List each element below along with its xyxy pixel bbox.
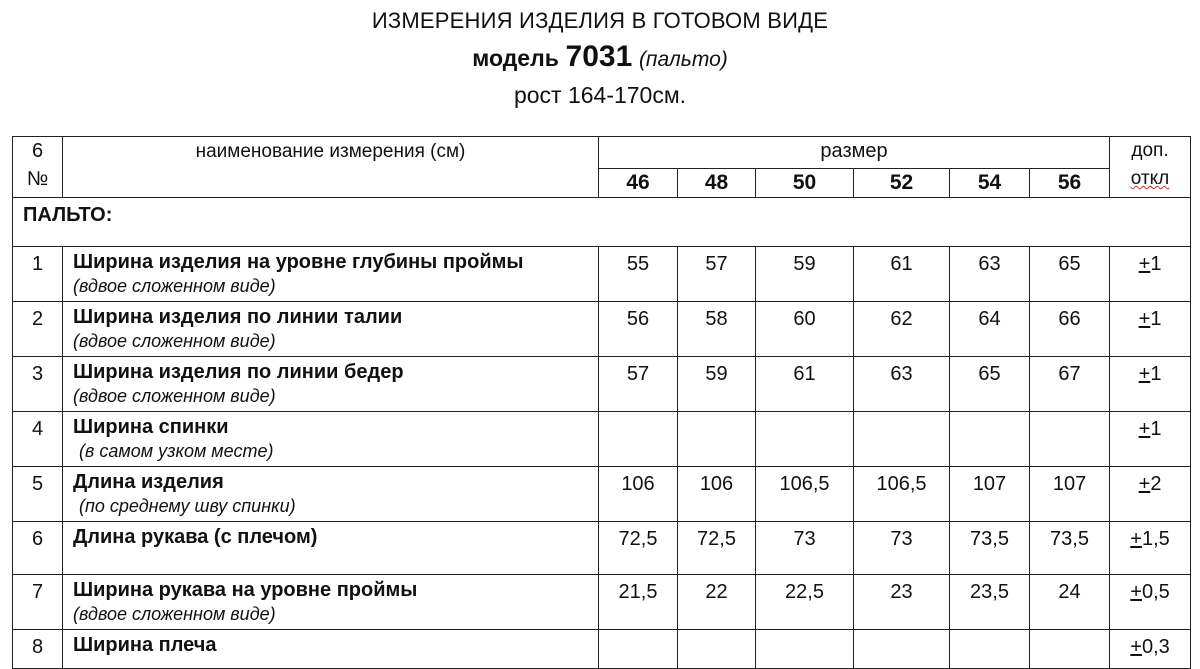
measurement-value	[756, 630, 853, 636]
value-cell-size-56	[1030, 467, 1110, 522]
value-cell-size-48	[678, 302, 756, 357]
model-line	[0, 40, 1200, 74]
table-row	[13, 357, 1191, 412]
value-cell-size-52	[854, 630, 950, 669]
measurement-name-cell	[63, 575, 599, 630]
section-row	[13, 198, 1191, 247]
header-size-cell: размер	[599, 137, 1110, 169]
header-row	[13, 137, 1191, 169]
tolerance-cell	[1110, 357, 1191, 412]
measurement-value: 56	[626, 308, 650, 330]
measurement-value: 73,5	[970, 528, 1009, 550]
tolerance-cell	[1110, 412, 1191, 467]
row-number-cell	[13, 522, 63, 575]
row-number: 5	[31, 473, 44, 495]
row-number: 1	[31, 253, 44, 275]
row-number-cell	[13, 247, 63, 302]
measurement-value: 61	[793, 363, 816, 385]
tolerance-value	[1110, 247, 1190, 276]
measurement-value: 106	[699, 473, 734, 495]
value-cell-size-46	[599, 467, 678, 522]
table-row	[13, 575, 1191, 630]
measurement-value: 61	[890, 253, 913, 275]
measurement-name: Ширина изделия по линии бедер	[73, 361, 404, 383]
value-cell-size-52	[854, 467, 950, 522]
tolerance-cell	[1110, 522, 1191, 575]
value-cell-size-50	[756, 522, 854, 575]
value-cell-size-46	[599, 412, 678, 467]
header-no-top: 6	[31, 140, 44, 162]
tolerance-number: 1	[1150, 363, 1162, 385]
value-cell-size-56	[1030, 357, 1110, 412]
measurement-value: 73	[890, 528, 913, 550]
measurement-note: (вдвое сложенном виде)	[73, 604, 276, 624]
row-number: 7	[31, 581, 44, 603]
measurement-value	[950, 412, 1029, 418]
value-cell-size-48	[678, 412, 756, 467]
tolerance-cell	[1110, 630, 1191, 669]
measurement-name: Ширина изделия на уровне глубины проймы	[73, 251, 524, 273]
measurement-note: (по среднему шву спинки)	[79, 496, 296, 516]
size-48: 48	[678, 169, 756, 198]
measurement-value: 63	[890, 363, 913, 385]
value-cell-size-54	[950, 467, 1030, 522]
tolerance-number: 0,3	[1141, 636, 1170, 658]
measurement-note: (в самом узком месте)	[79, 441, 274, 461]
measurement-value: 106	[621, 473, 655, 495]
tolerance-cell	[1110, 575, 1191, 630]
measurement-name: Ширина рукава на уровне проймы	[73, 579, 418, 601]
measurement-value	[599, 412, 677, 418]
measurement-value: 107	[972, 473, 1007, 495]
value-cell-size-50	[756, 630, 854, 669]
value-cell-size-50	[756, 302, 854, 357]
measurement-value: 67	[1058, 363, 1081, 385]
measurement-note: (вдвое сложенном виде)	[73, 331, 276, 351]
measurement-value	[678, 630, 755, 636]
value-cell-size-52	[854, 412, 950, 467]
value-cell-size-48	[678, 575, 756, 630]
measurement-value: 65	[978, 363, 1001, 385]
size-56: 56	[1030, 169, 1110, 198]
value-cell-size-56	[1030, 522, 1110, 575]
value-cell-size-52	[854, 357, 950, 412]
value-cell-size-54	[950, 302, 1030, 357]
model-label: модель	[472, 45, 559, 71]
measurement-value	[854, 630, 949, 636]
value-cell-size-54	[950, 412, 1030, 467]
tolerance-value	[1110, 357, 1190, 386]
measurement-name-cell	[63, 630, 599, 669]
measurement-name: Длина изделия	[73, 471, 224, 493]
measurement-value: 63	[978, 253, 1001, 275]
measurement-value: 24	[1058, 581, 1081, 603]
header-tol-top: доп.	[1131, 140, 1169, 161]
plus-minus-sign: +	[1138, 308, 1151, 330]
header-name-cell: наименование измерения (см)	[63, 137, 599, 198]
value-cell-size-50	[756, 247, 854, 302]
measurement-value: 65	[1058, 253, 1081, 275]
measurements-table	[12, 136, 1191, 669]
tolerance-number: 0,5	[1141, 581, 1170, 603]
value-cell-size-46	[599, 247, 678, 302]
measurement-value	[599, 630, 677, 636]
row-number-cell	[13, 412, 63, 467]
measurement-name: Длина рукава (с плечом)	[73, 526, 318, 548]
measurement-value: 107	[1052, 473, 1087, 495]
table-row	[13, 630, 1191, 669]
row-number: 3	[31, 363, 44, 385]
measurement-name: Ширина изделия по линии талии	[73, 306, 403, 328]
measurement-value	[1030, 630, 1109, 636]
measurement-value	[950, 630, 1029, 636]
size-54: 54	[950, 169, 1030, 198]
tolerance-value	[1110, 522, 1190, 551]
measurement-note: (вдвое сложенном виде)	[73, 276, 276, 296]
measurement-name-cell	[63, 412, 599, 467]
value-cell-size-48	[678, 247, 756, 302]
value-cell-size-52	[854, 522, 950, 575]
row-number: 8	[31, 636, 44, 658]
value-cell-size-54	[950, 247, 1030, 302]
value-cell-size-54	[950, 575, 1030, 630]
value-cell-size-56	[1030, 575, 1110, 630]
table-row	[13, 522, 1191, 575]
value-cell-size-56	[1030, 630, 1110, 669]
value-cell-size-52	[854, 575, 950, 630]
header-no-bottom: №	[26, 168, 49, 190]
measurement-value: 22,5	[785, 581, 824, 603]
height-range: рост 164-170см.	[513, 82, 687, 108]
value-cell-size-48	[678, 522, 756, 575]
value-cell-size-56	[1030, 247, 1110, 302]
tolerance-number: 1	[1150, 308, 1162, 330]
value-cell-size-54	[950, 630, 1030, 669]
value-cell-size-52	[854, 302, 950, 357]
plus-minus-sign: +	[1138, 473, 1151, 495]
measurement-value: 72,5	[618, 528, 658, 550]
value-cell-size-46	[599, 575, 678, 630]
header-tolerance-cell	[1110, 137, 1191, 198]
measurement-value: 23,5	[970, 581, 1009, 603]
value-cell-size-50	[756, 575, 854, 630]
size-52: 52	[854, 169, 950, 198]
page-title: ИЗМЕРЕНИЯ ИЗДЕЛИЯ В ГОТОВОМ ВИДЕ	[371, 8, 829, 33]
measurement-value	[678, 412, 755, 418]
row-number-cell	[13, 467, 63, 522]
measurement-name: Ширина спинки	[73, 416, 229, 438]
row-number-cell	[13, 357, 63, 412]
measurement-value: 64	[978, 308, 1001, 330]
measurement-value: 57	[705, 253, 728, 275]
measurement-name: Ширина плеча	[73, 634, 217, 656]
value-cell-size-48	[678, 630, 756, 669]
measurement-name-cell	[63, 302, 599, 357]
measurement-name-cell	[63, 467, 599, 522]
tolerance-cell	[1110, 247, 1191, 302]
tolerance-number: 1	[1150, 418, 1162, 440]
size-50: 50	[756, 169, 854, 198]
value-cell-size-56	[1030, 302, 1110, 357]
measurement-value: 57	[626, 363, 650, 385]
value-cell-size-48	[678, 467, 756, 522]
value-cell-size-46	[599, 357, 678, 412]
measurement-value: 59	[705, 363, 728, 385]
tolerance-value	[1110, 575, 1190, 604]
measurement-value: 23	[890, 581, 913, 603]
tolerance-cell	[1110, 467, 1191, 522]
tolerance-value	[1110, 302, 1190, 331]
measurement-value: 106,5	[779, 473, 830, 495]
measurement-value	[756, 412, 853, 418]
tolerance-cell	[1110, 302, 1191, 357]
value-cell-size-52	[854, 247, 950, 302]
measurement-value: 59	[793, 253, 816, 275]
measurement-value: 60	[793, 308, 816, 330]
value-cell-size-50	[756, 467, 854, 522]
size-46: 46	[599, 169, 678, 198]
measurement-value: 73	[793, 528, 816, 550]
table-row	[13, 412, 1191, 467]
tolerance-value	[1110, 412, 1190, 441]
tolerance-value	[1110, 630, 1190, 659]
measurement-value: 62	[890, 308, 913, 330]
measurement-value: 55	[626, 253, 650, 275]
plus-minus-sign: +	[1138, 253, 1151, 275]
value-cell-size-46	[599, 522, 678, 575]
table-row	[13, 302, 1191, 357]
value-cell-size-48	[678, 357, 756, 412]
tolerance-value	[1110, 467, 1190, 496]
measurement-name-cell	[63, 357, 599, 412]
measurement-value: 58	[705, 308, 728, 330]
row-number-cell	[13, 302, 63, 357]
plus-minus-sign: +	[1130, 581, 1142, 603]
value-cell-size-46	[599, 630, 678, 669]
measurement-value: 21,5	[618, 581, 658, 603]
measurement-value: 73,5	[1050, 528, 1089, 550]
row-number: 2	[31, 308, 44, 330]
row-number: 6	[31, 528, 44, 550]
tolerance-number: 1	[1150, 253, 1162, 275]
header-no-cell	[13, 137, 63, 198]
measurement-note: (вдвое сложенном виде)	[73, 386, 276, 406]
measurement-rows	[13, 247, 1191, 669]
section-title: ПАЛЬТО:	[13, 198, 1191, 247]
value-cell-size-46	[599, 302, 678, 357]
measurement-value	[854, 412, 949, 418]
plus-minus-sign: +	[1138, 363, 1151, 385]
row-number-cell	[13, 575, 63, 630]
plus-minus-sign: +	[1138, 418, 1151, 440]
measurement-name-cell	[63, 522, 599, 575]
row-number: 4	[31, 418, 44, 440]
model-number: 7031	[565, 40, 633, 73]
value-cell-size-50	[756, 412, 854, 467]
measurement-value: 66	[1058, 308, 1081, 330]
header-tol-bottom: откл	[1130, 168, 1170, 189]
plus-minus-sign: +	[1130, 636, 1142, 658]
measurement-name-cell	[63, 247, 599, 302]
plus-minus-sign: +	[1130, 528, 1142, 550]
table-row	[13, 247, 1191, 302]
measurement-value	[1030, 412, 1109, 418]
value-cell-size-56	[1030, 412, 1110, 467]
tolerance-number: 2	[1150, 473, 1162, 495]
value-cell-size-54	[950, 357, 1030, 412]
value-cell-size-54	[950, 522, 1030, 575]
table-row	[13, 467, 1191, 522]
value-cell-size-50	[756, 357, 854, 412]
measurement-value: 22	[705, 581, 728, 603]
tolerance-number: 1,5	[1141, 528, 1170, 550]
measurement-value: 106,5	[876, 473, 927, 495]
row-number-cell	[13, 630, 63, 669]
measurement-value: 72,5	[697, 528, 736, 550]
model-type: (пальто)	[638, 48, 728, 71]
